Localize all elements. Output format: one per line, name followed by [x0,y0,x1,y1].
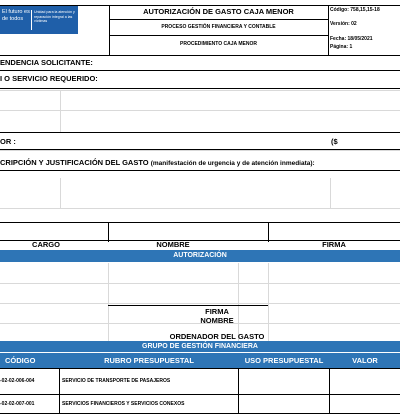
table-row [0,395,400,413]
description-title: CRIPCIÓN Y JUSTIFICACIÓN DEL GASTO [0,158,149,167]
doc-code: Código: 758,15,15-18 [330,7,380,13]
description-note: (manifestación de urgencia y de atención inmediata): [150,160,315,167]
nombre-label: NOMBRE [156,240,190,249]
row-uso-field[interactable] [240,369,328,393]
row-rubro: SERVICIO DE TRANSPORTE DE PASAJEROS [62,378,171,384]
process-name: PROCESO GESTIÓN FINANCIERA Y CONTABLE [161,24,276,30]
authorization-nombre-label: NOMBRE [200,316,234,325]
dependency-field[interactable] [108,56,400,70]
row-code: -02-02-006-004 [0,378,35,384]
procedure-name: PROCEDIMIENTO CAJA MENOR [180,41,257,47]
row-code: -02-02-007-001 [0,401,35,407]
logo-divider [31,10,32,30]
value-field[interactable] [40,133,320,149]
logo-text-left: El futuro es de todos [2,9,30,22]
cargo-label: CARGO [32,240,60,249]
finance-bar: GRUPO DE GESTIÓN FINANCIERA [0,341,400,352]
authorization-ordenador-label: ORDENADOR DEL GASTO [169,332,265,341]
firma-field[interactable] [269,223,400,239]
service-field[interactable] [110,71,400,88]
col-codigo-header: CÓDIGO [5,356,36,365]
col-rubro-header: RUBRO PRESUPUESTAL [104,356,194,365]
currency-label: ($ [331,137,338,146]
row-rubro: SERVICIOS FINANCIEROS Y SERVICIOS CONEXOS [62,401,185,407]
description-field[interactable] [0,171,400,208]
dependency-label: ENDENCIA SOLICITANTE: [0,58,93,67]
authorization-signature-area[interactable] [108,264,268,304]
form-title: AUTORIZACIÓN DE GASTO CAJA MENOR [143,7,294,16]
value-label: OR : [0,137,16,146]
col-valor-header: VALOR [352,356,378,365]
logo-text-right: Unidad para la atención y reparación integral a las víctimas [34,10,75,24]
authorization-bar: AUTORIZACIÓN [0,250,400,262]
table-row [0,369,400,394]
service-details-field[interactable] [0,89,400,132]
row-valor-field[interactable] [331,369,400,393]
description-label [0,158,315,169]
logo [0,6,78,34]
currency-field[interactable] [345,133,400,149]
nombre-field[interactable] [109,223,267,239]
doc-date: Fecha: 18/05/2021 [330,36,373,42]
cargo-field[interactable] [0,223,107,239]
doc-page: Página: 1 [330,44,353,50]
service-label: I O SERVICIO REQUERIDO: [0,74,98,83]
row-uso-field[interactable] [240,395,328,412]
doc-version: Versión: 02 [330,21,357,27]
col-uso-header: USO PRESUPUESTAL [244,356,324,365]
authorization-firma-label: FIRMA [205,307,229,316]
row-valor-field[interactable] [331,395,400,412]
firma-label: FIRMA [322,240,346,249]
